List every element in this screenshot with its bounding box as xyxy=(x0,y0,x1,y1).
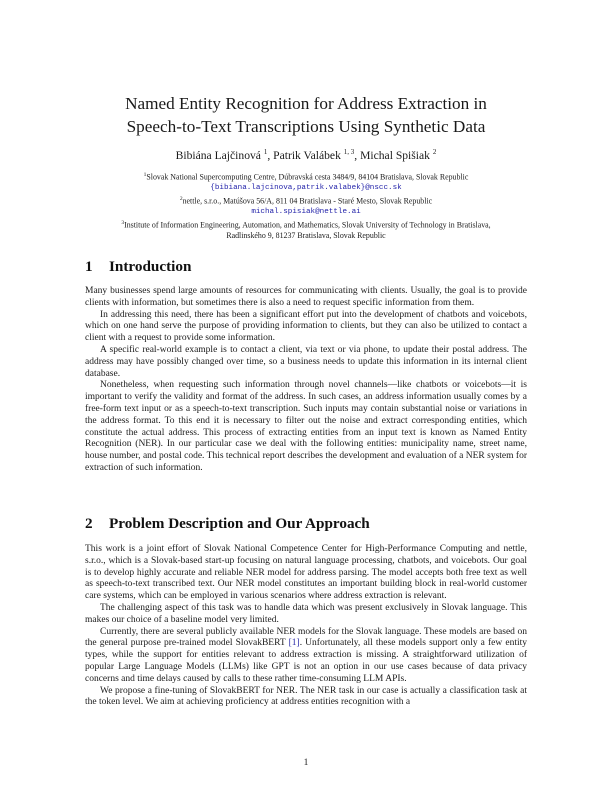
section-number: 2 xyxy=(85,515,93,532)
paragraph: We propose a fine-tuning of SlovakBERT for NER. The NER task in our case is actually a classification task at the token level. We aim at achieving proficiency at address entities recognition with a xyxy=(85,685,527,708)
email-link[interactable]: michal.spisiak@nettle.ai xyxy=(251,208,361,217)
paragraph: The challenging aspect of this task was to handle data which was present exclusively in Slovak language. This makes our choice of a baseline model very limited. xyxy=(85,602,527,625)
author-affiliation-mark: 2 xyxy=(432,148,437,156)
page-number: 1 xyxy=(303,758,309,768)
author-name: Patrik Valábek xyxy=(273,148,341,162)
paragraph-text: A straightforward utilization of popular Large Language Models (LLMs) like GPT is not an option in our use cases because of data privacy concerns and time delays caused by calls to these rather time-consuming LLM APIs. xyxy=(85,650,527,684)
affiliation-mark: 2 xyxy=(179,195,183,202)
section-heading-introduction xyxy=(85,258,191,276)
paragraph-text: Currently, there are several publicly available NER models for the Slovak language. These models are based on the general purpose pre-trained model SlovakBERT xyxy=(85,626,527,649)
paragraph: In addressing this need, there has been a significant effort put into the development of chatbots and voicebots, which on one hand serve the purpose of providing information to clients, but they can also be utilized to contact a client with a request to provide some information. xyxy=(85,309,527,344)
citation-link[interactable]: [1] xyxy=(288,638,300,649)
author-name: Bibiána Lajčinová xyxy=(175,148,261,162)
paragraph: Many businesses spend large amounts of resources for communicating with clients. Usually, the goal is to provide clients with information, but sometimes there is also a need to request specific information from them. xyxy=(85,286,527,308)
paragraph: Nonetheless, when requesting such information through novel channels—like chatbots or voicebots—it is important to verify the validity and format of the address. In such cases, an address information usually comes by a free-form text input or as a speech-to-text transcription. Such inputs may contain substantial noise or variations in the address format. To this end it is necessary to filter out the noise and extract corresponding entities, which constitute the actual address. This process of extracting entities from an input text is known as Named Entity Recognition (NER). In our particular case we deal with the following entities: municipality name, street name, house number, and postal code. This technical report describes the development and evaluation of a NER system for extraction of such information. xyxy=(85,380,527,473)
section-title: Problem Description and Our Approach xyxy=(109,515,370,532)
paragraph-text: . Unfortunately, all these models support only a few entity types, while the support for entities relevant to address extraction is missing. xyxy=(85,638,527,661)
affiliation-3-continued: Radlinského 9, 81237 Bratislava, Slovak Republic xyxy=(226,230,386,240)
title-line-2: Speech-to-Text Transcriptions Using Synthetic Data xyxy=(126,117,486,136)
affiliation-mark: 1 xyxy=(143,172,147,178)
affiliation-text: Slovak National Supercomputing Centre, Dúbravská cesta 3484/9, 84104 Bratislava, Slovak Republic xyxy=(146,172,469,182)
affiliation-text: Institute of Information Engineering, Automation, and Mathematics, Slovak University of Technology in Bratislava, xyxy=(124,220,491,230)
section-heading-problem-description xyxy=(85,515,370,533)
section-number: 1 xyxy=(85,258,93,275)
affiliation-text: nettle, s.r.o., Matúšova 56/A, 811 04 Bratislava - Staré Mesto, Slovak Republic xyxy=(182,196,433,206)
section-introduction-body xyxy=(85,286,527,475)
author-affiliation-mark: 1 xyxy=(263,148,268,156)
section-problem-description-body xyxy=(85,544,527,709)
affiliations xyxy=(70,170,542,241)
author-name: Michal Spišiak xyxy=(360,148,430,162)
email-link[interactable]: {bibiana.lajcinova,patrik.valabek}@nscc.sk xyxy=(210,184,402,193)
paragraph xyxy=(85,627,527,686)
section-title: Introduction xyxy=(109,258,192,275)
paragraph: This work is a joint effort of Slovak National Competence Center for High-Performance Computing and nettle, s.r.o., which is a Slovak-based start-up focusing on natural language processing, chatbots, and voicebots. Our goal is to develop highly accurate and reliable NER model for address parsing. The model accepts both free text as well as speech-to-text transcribed text. Our NER model constitutes an important building block in real-world customer care systems, which can be employed in various scenarios where address extraction is relevant. xyxy=(85,544,527,602)
author-affiliation-mark: 1, 3 xyxy=(343,148,355,156)
affiliation-1 xyxy=(70,170,542,183)
paper-title xyxy=(60,92,552,138)
affiliation-3 xyxy=(70,218,542,231)
affiliation-2 xyxy=(70,194,542,207)
paragraph: A specific real-world example is to contact a client, via text or via phone, to update their postal address. The address may have possibly changed over time, so a business needs to update this information in its internal client database. xyxy=(85,344,527,379)
author-list: Bibiána Lajčinová $^1$, Patrik Valábek $^{1, 3}$, Michal Spišiak $^2$ xyxy=(175,148,437,162)
title-line-1: Named Entity Recognition for Address Extraction in xyxy=(125,94,487,113)
affiliation-mark: 3 xyxy=(121,219,125,226)
